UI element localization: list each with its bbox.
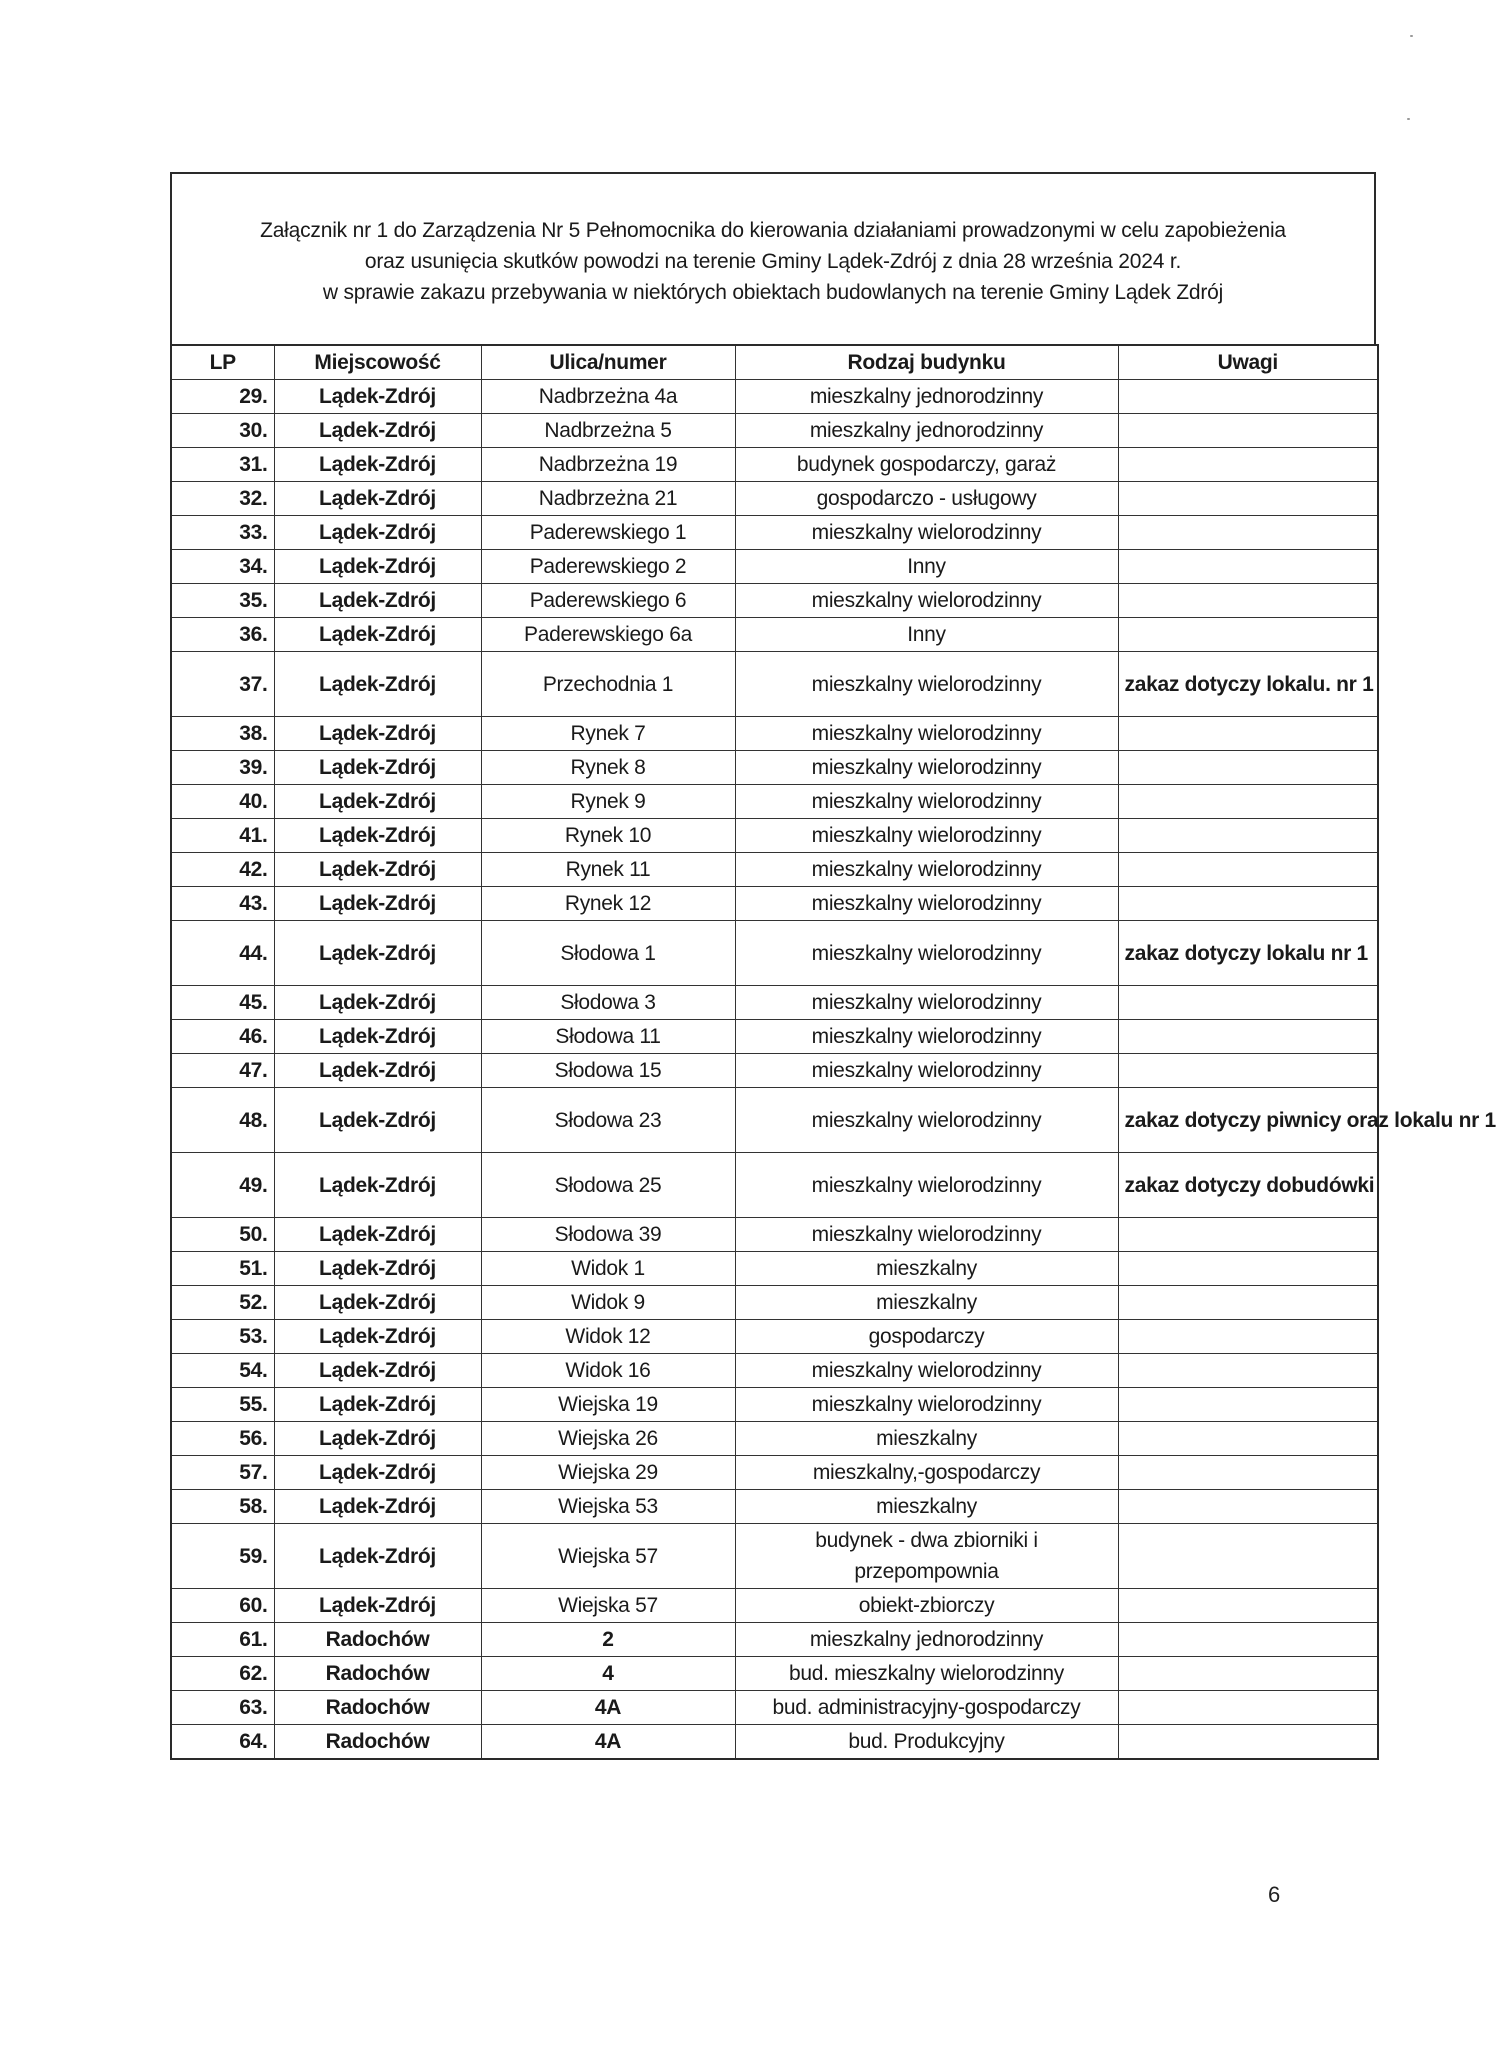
cell-miejscowosc: Lądek-Zdrój [274,853,481,887]
title-line: oraz usunięcia skutków powodzi na terenie Gminy Lądek-Zdrój z dnia 28 września 2024 r. [364,250,1182,273]
cell-miejscowosc: Lądek-Zdrój [274,1490,481,1524]
table-row [171,1153,1378,1218]
cell-ulica: Paderewskiego 6a [481,618,735,652]
cell-lp: 36. [171,618,274,652]
cell-lp: 48. [171,1088,274,1153]
cell-uwagi [1118,986,1378,1020]
cell-lp: 51. [171,1252,274,1286]
cell-rodzaj: mieszkalny wielorodzinny [735,1218,1118,1252]
cell-miejscowosc: Lądek-Zdrój [274,1388,481,1422]
cell-rodzaj: gospodarczo - usługowy [735,482,1118,516]
cell-uwagi [1118,785,1378,819]
cell-uwagi [1118,1524,1378,1589]
cell-rodzaj: mieszkalny wielorodzinny [735,819,1118,853]
cell-rodzaj: mieszkalny [735,1252,1118,1286]
cell-uwagi [1118,1320,1378,1354]
cell-uwagi [1118,1657,1378,1691]
cell-miejscowosc: Lądek-Zdrój [274,1218,481,1252]
cell-rodzaj: mieszkalny jednorodzinny [735,414,1118,448]
cell-ulica: Rynek 7 [481,717,735,751]
cell-lp: 60. [171,1589,274,1623]
cell-ulica: Słodowa 1 [481,921,735,986]
header-uwagi: Uwagi [1118,345,1378,380]
cell-ulica: Widok 9 [481,1286,735,1320]
table-row [171,1054,1378,1088]
cell-rodzaj: mieszkalny,-gospodarczy [735,1456,1118,1490]
cell-rodzaj: mieszkalny [735,1490,1118,1524]
cell-ulica: Nadbrzeżna 5 [481,414,735,448]
title-line: Załącznik nr 1 do Zarządzenia Nr 5 Pełnomocnika do kierowania działaniami prowadzonymi w celu zapobieżenia [260,219,1286,242]
cell-ulica: Wiejska 53 [481,1490,735,1524]
cell-uwagi [1118,1054,1378,1088]
cell-uwagi: zakaz dotyczy lokalu. nr 1 [1118,652,1378,717]
page-number: 6 [1268,1882,1281,1907]
cell-miejscowosc: Radochów [274,1691,481,1725]
title-line: w sprawie zakazu przebywania w niektórych obiektach budowlanych na terenie Gminy Lądek Zdrój [322,281,1224,304]
cell-ulica: Widok 16 [481,1354,735,1388]
cell-rodzaj: gospodarczy [735,1320,1118,1354]
table-row [171,1623,1378,1657]
cell-uwagi [1118,1589,1378,1623]
cell-lp: 31. [171,448,274,482]
buildings-table [170,344,1496,1760]
cell-miejscowosc: Lądek-Zdrój [274,414,481,448]
table-row [171,1456,1378,1490]
cell-ulica: Paderewskiego 6 [481,584,735,618]
cell-uwagi [1118,1725,1378,1760]
cell-uwagi [1118,550,1378,584]
table-row [171,1320,1378,1354]
cell-ulica: Paderewskiego 2 [481,550,735,584]
cell-lp: 49. [171,1153,274,1218]
cell-ulica: 4A [481,1725,735,1760]
scan-speck [1407,118,1410,120]
cell-rodzaj: bud. administracyjny-gospodarczy [735,1691,1118,1725]
cell-miejscowosc: Lądek-Zdrój [274,751,481,785]
table-row [171,448,1378,482]
cell-miejscowosc: Lądek-Zdrój [274,1422,481,1456]
cell-ulica: Wiejska 19 [481,1388,735,1422]
cell-rodzaj: mieszkalny wielorodzinny [735,652,1118,717]
table-row [171,887,1378,921]
cell-miejscowosc: Lądek-Zdrój [274,1589,481,1623]
cell-ulica: Wiejska 57 [481,1589,735,1623]
cell-miejscowosc: Lądek-Zdrój [274,1153,481,1218]
cell-rodzaj: mieszkalny wielorodzinny [735,785,1118,819]
cell-miejscowosc: Lądek-Zdrój [274,448,481,482]
cell-rodzaj: mieszkalny wielorodzinny [735,751,1118,785]
cell-ulica: Słodowa 15 [481,1054,735,1088]
cell-lp: 41. [171,819,274,853]
cell-miejscowosc: Lądek-Zdrój [274,1354,481,1388]
table-row [171,414,1378,448]
cell-ulica: Wiejska 57 [481,1524,735,1589]
table-header-row [171,345,1378,380]
cell-ulica: Rynek 12 [481,887,735,921]
cell-lp: 58. [171,1490,274,1524]
cell-rodzaj: bud. Produkcyjny [735,1725,1118,1760]
cell-rodzaj: mieszkalny wielorodzinny [735,1088,1118,1153]
table-body [171,380,1496,1760]
cell-rodzaj: mieszkalny wielorodzinny [735,717,1118,751]
cell-rodzaj: mieszkalny wielorodzinny [735,986,1118,1020]
cell-lp: 30. [171,414,274,448]
cell-miejscowosc: Lądek-Zdrój [274,516,481,550]
table-row [171,1524,1378,1589]
cell-rodzaj: mieszkalny wielorodzinny [735,1354,1118,1388]
table-row [171,1286,1378,1320]
cell-uwagi [1118,516,1378,550]
cell-miejscowosc: Lądek-Zdrój [274,380,481,414]
cell-uwagi [1118,717,1378,751]
cell-lp: 38. [171,717,274,751]
cell-ulica: Słodowa 39 [481,1218,735,1252]
cell-ulica: Słodowa 25 [481,1153,735,1218]
table-row [171,1218,1378,1252]
cell-rodzaj: mieszkalny wielorodzinny [735,1020,1118,1054]
table-row [171,1252,1378,1286]
cell-uwagi [1118,482,1378,516]
table-row [171,1388,1378,1422]
cell-rodzaj: bud. mieszkalny wielorodzinny [735,1657,1118,1691]
scan-speck [1410,35,1413,37]
cell-rodzaj: mieszkalny wielorodzinny [735,1054,1118,1088]
cell-ulica: Słodowa 23 [481,1088,735,1153]
cell-lp: 61. [171,1623,274,1657]
header-ulica: Ulica/numer [481,345,735,380]
table-row [171,819,1378,853]
cell-miejscowosc: Lądek-Zdrój [274,584,481,618]
cell-miejscowosc: Radochów [274,1725,481,1760]
cell-uwagi [1118,584,1378,618]
header-lp: LP [171,345,274,380]
cell-ulica: Rynek 9 [481,785,735,819]
cell-lp: 54. [171,1354,274,1388]
cell-uwagi: zakaz dotyczy piwnicy oraz lokalu nr 1 [1118,1088,1378,1153]
cell-ulica: Słodowa 11 [481,1020,735,1054]
table-row [171,1657,1378,1691]
cell-ulica: 4A [481,1691,735,1725]
cell-ulica: Nadbrzeżna 4a [481,380,735,414]
cell-lp: 56. [171,1422,274,1456]
table-row [171,785,1378,819]
table-row [171,482,1378,516]
cell-miejscowosc: Lądek-Zdrój [274,819,481,853]
cell-uwagi [1118,751,1378,785]
cell-lp: 55. [171,1388,274,1422]
table-row [171,550,1378,584]
cell-miejscowosc: Lądek-Zdrój [274,717,481,751]
document-title [172,215,1374,308]
cell-rodzaj: mieszkalny wielorodzinny [735,584,1118,618]
cell-ulica: 4 [481,1657,735,1691]
cell-rodzaj: Inny [735,618,1118,652]
cell-uwagi [1118,448,1378,482]
cell-ulica: Słodowa 3 [481,986,735,1020]
cell-lp: 53. [171,1320,274,1354]
cell-ulica: Wiejska 26 [481,1422,735,1456]
cell-lp: 62. [171,1657,274,1691]
cell-rodzaj: mieszkalny wielorodzinny [735,887,1118,921]
cell-rodzaj: mieszkalny wielorodzinny [735,853,1118,887]
cell-miejscowosc: Lądek-Zdrój [274,1020,481,1054]
cell-uwagi [1118,1020,1378,1054]
cell-uwagi: zakaz dotyczy lokalu nr 1 [1118,921,1378,986]
cell-lp: 52. [171,1286,274,1320]
cell-ulica: Nadbrzeżna 21 [481,482,735,516]
cell-rodzaj: mieszkalny wielorodzinny [735,516,1118,550]
cell-miejscowosc: Lądek-Zdrój [274,550,481,584]
cell-uwagi [1118,1490,1378,1524]
cell-miejscowosc: Lądek-Zdrój [274,1252,481,1286]
header-miejscowosc: Miejscowość [274,345,481,380]
cell-miejscowosc: Lądek-Zdrój [274,1524,481,1589]
cell-lp: 46. [171,1020,274,1054]
cell-uwagi [1118,1456,1378,1490]
cell-miejscowosc: Lądek-Zdrój [274,618,481,652]
cell-uwagi: zakaz dotyczy dobudówki [1118,1153,1378,1218]
cell-uwagi [1118,1286,1378,1320]
cell-lp: 59. [171,1524,274,1589]
cell-miejscowosc: Lądek-Zdrój [274,1286,481,1320]
cell-miejscowosc: Lądek-Zdrój [274,1088,481,1153]
cell-rodzaj: mieszkalny wielorodzinny [735,1153,1118,1218]
cell-rodzaj: Inny [735,550,1118,584]
cell-ulica: Wiejska 29 [481,1456,735,1490]
cell-lp: 47. [171,1054,274,1088]
cell-ulica: Rynek 10 [481,819,735,853]
cell-rodzaj: mieszkalny [735,1422,1118,1456]
table-row [171,1490,1378,1524]
cell-uwagi [1118,887,1378,921]
cell-ulica: Rynek 11 [481,853,735,887]
cell-rodzaj: mieszkalny wielorodzinny [735,921,1118,986]
cell-rodzaj: mieszkalny [735,1286,1118,1320]
cell-miejscowosc: Lądek-Zdrój [274,652,481,717]
cell-ulica: Przechodnia 1 [481,652,735,717]
cell-miejscowosc: Lądek-Zdrój [274,1054,481,1088]
cell-uwagi [1118,1422,1378,1456]
cell-miejscowosc: Lądek-Zdrój [274,921,481,986]
cell-rodzaj: mieszkalny wielorodzinny [735,1388,1118,1422]
cell-uwagi [1118,853,1378,887]
table-row [171,516,1378,550]
table-row [171,986,1378,1020]
cell-lp: 45. [171,986,274,1020]
document-header-box [170,172,1376,344]
cell-uwagi [1118,819,1378,853]
cell-ulica: Nadbrzeżna 19 [481,448,735,482]
cell-lp: 42. [171,853,274,887]
cell-miejscowosc: Radochów [274,1623,481,1657]
cell-lp: 33. [171,516,274,550]
table-row [171,1589,1378,1623]
cell-uwagi [1118,1354,1378,1388]
table-row [171,1354,1378,1388]
cell-ulica: Rynek 8 [481,751,735,785]
cell-uwagi [1118,1691,1378,1725]
table-row [171,618,1378,652]
cell-miejscowosc: Lądek-Zdrój [274,1320,481,1354]
cell-lp: 57. [171,1456,274,1490]
cell-uwagi [1118,1252,1378,1286]
cell-uwagi [1118,1388,1378,1422]
cell-uwagi [1118,618,1378,652]
cell-lp: 35. [171,584,274,618]
table-row [171,717,1378,751]
cell-uwagi [1118,414,1378,448]
cell-lp: 43. [171,887,274,921]
cell-rodzaj: mieszkalny jednorodzinny [735,380,1118,414]
cell-ulica: Paderewskiego 1 [481,516,735,550]
header-rodzaj: Rodzaj budynku [735,345,1118,380]
cell-rodzaj: mieszkalny jednorodzinny [735,1623,1118,1657]
table-row [171,921,1378,986]
table-row [171,751,1378,785]
table-row [171,1020,1378,1054]
cell-lp: 37. [171,652,274,717]
table-row [171,1691,1378,1725]
cell-lp: 34. [171,550,274,584]
cell-ulica: Widok 1 [481,1252,735,1286]
cell-rodzaj: obiekt-zbiorczy [735,1589,1118,1623]
table-row [171,380,1378,414]
cell-lp: 64. [171,1725,274,1760]
cell-lp: 40. [171,785,274,819]
cell-lp: 44. [171,921,274,986]
cell-rodzaj: budynek - dwa zbiorniki i przepompownia [735,1524,1118,1589]
cell-miejscowosc: Lądek-Zdrój [274,785,481,819]
cell-lp: 63. [171,1691,274,1725]
cell-lp: 39. [171,751,274,785]
cell-lp: 29. [171,380,274,414]
table-row [171,853,1378,887]
cell-miejscowosc: Lądek-Zdrój [274,1456,481,1490]
cell-miejscowosc: Lądek-Zdrój [274,986,481,1020]
table-row [171,1422,1378,1456]
cell-miejscowosc: Lądek-Zdrój [274,482,481,516]
cell-uwagi [1118,1218,1378,1252]
cell-lp: 50. [171,1218,274,1252]
cell-ulica: 2 [481,1623,735,1657]
cell-lp: 32. [171,482,274,516]
table-row [171,1725,1378,1760]
table-row [171,652,1378,717]
cell-rodzaj: budynek gospodarczy, garaż [735,448,1118,482]
cell-uwagi [1118,1623,1378,1657]
table-row [171,584,1378,618]
cell-miejscowosc: Lądek-Zdrój [274,887,481,921]
cell-ulica: Widok 12 [481,1320,735,1354]
table-row [171,1088,1378,1153]
cell-miejscowosc: Radochów [274,1657,481,1691]
